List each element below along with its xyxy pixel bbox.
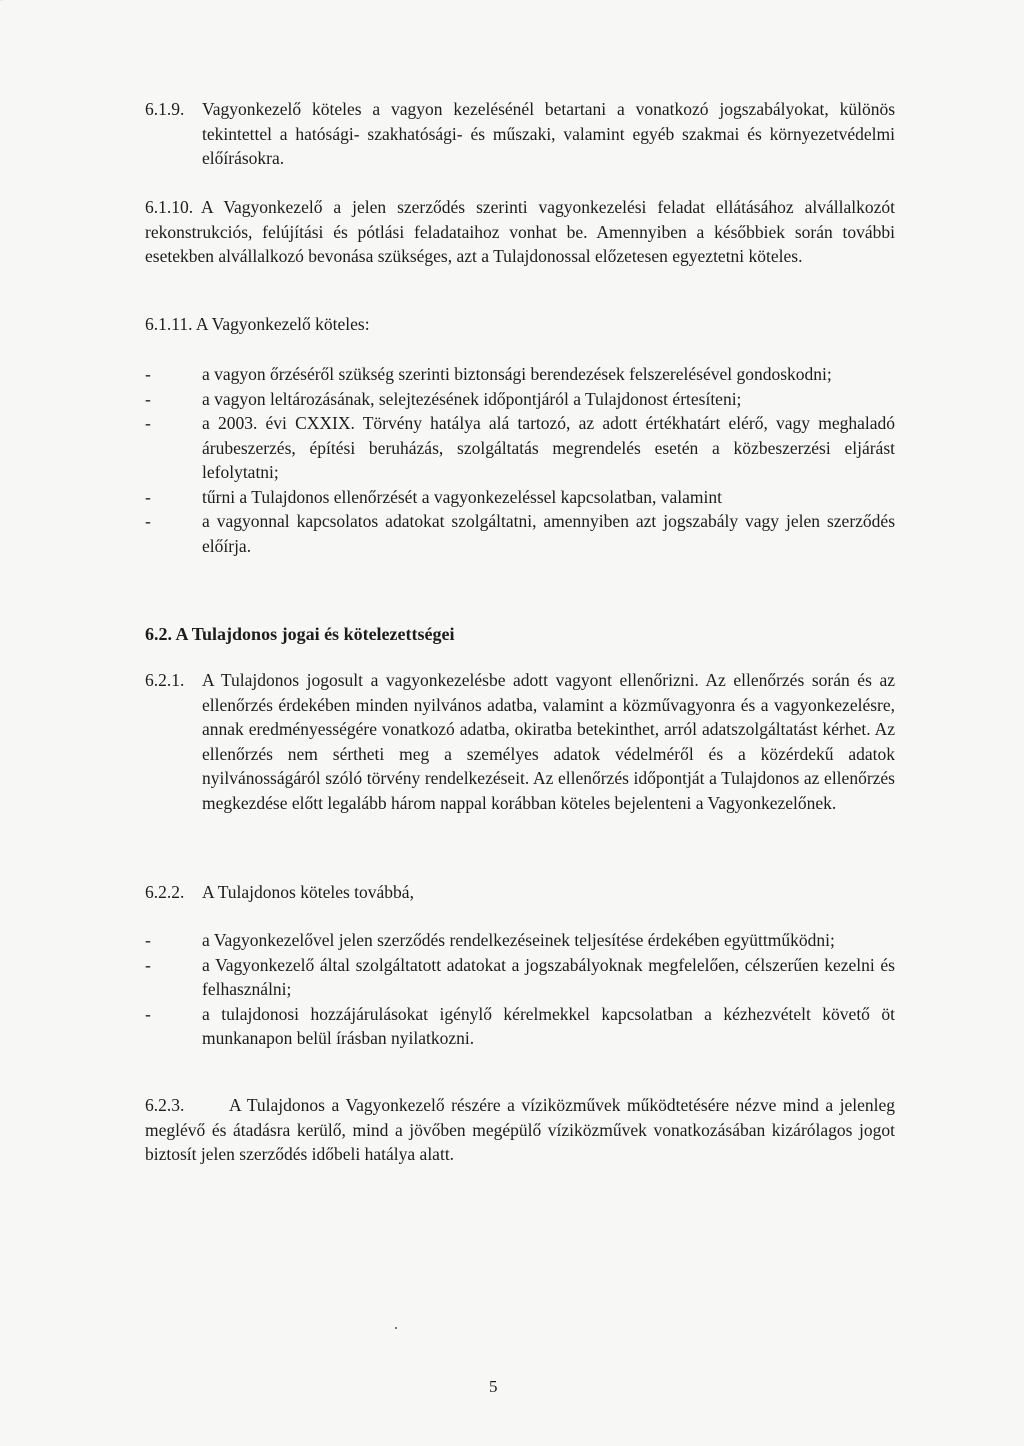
owner-obligations-list <box>145 928 895 1051</box>
section-text <box>145 1093 895 1167</box>
section-6-1-11-header <box>145 312 895 337</box>
section-number: 6.2.2. <box>145 882 185 902</box>
section-number: 6.1.11. <box>145 314 193 334</box>
section-number: 6.1.9. <box>145 99 185 119</box>
section-body: A Vagyonkezelő a jelen szerződés szerinti vagyonkezelési feladat ellátásához alvállalkozót rekonstrukciós, felújítási és pótlási feladataihoz vonhat be. Amennyiben a későbbiek során további esetekben alvállalkozó bevonása szükséges, azt a Tulajdonossal előzetesen egyeztetni köteles. <box>145 197 895 266</box>
dash-bullet: - <box>145 364 151 384</box>
scan-artifact <box>0 0 157 1</box>
list-item-text: a vagyon leltározásának, selejtezésének időpontjáról a Tulajdonost értesíteni; <box>202 388 742 409</box>
list-item-text: a Vagyonkezelő által szolgáltatott adatokat a jogszabályoknak megfelelően, célszerűen kezelni és felhasználni; <box>202 954 895 999</box>
list-item <box>145 509 895 558</box>
obligations-list <box>145 362 895 558</box>
section-number: 6.2.1. <box>145 670 185 690</box>
scan-speck <box>395 1327 397 1329</box>
dash-bullet: - <box>145 954 151 975</box>
list-item <box>145 387 895 412</box>
list-item <box>145 1002 895 1051</box>
list-item-text: a vagyonnal kapcsolatos adatokat szolgáltatni, amennyiben azt jogszabály vagy jelen szerződés előírja. <box>202 511 895 556</box>
section-6-2-3 <box>145 1093 895 1167</box>
list-item-text: a vagyon őrzéséről szükség szerinti biztonsági berendezések felszerelésével gondoskodni; <box>202 364 832 384</box>
section-intro: A Vagyonkezelő köteles: <box>195 314 370 334</box>
dash-bullet: - <box>145 930 151 950</box>
list-item <box>145 928 895 953</box>
list-item-text: tűrni a Tulajdonos ellenőrzését a vagyonkezeléssel kapcsolatban, valamint <box>202 486 722 507</box>
dash-bullet: - <box>145 413 151 433</box>
list-item <box>145 953 895 1002</box>
dash-bullet: - <box>145 388 151 409</box>
dash-bullet: - <box>145 486 151 507</box>
section-number: 6.2.3. <box>145 1095 185 1115</box>
section-6-1-10 <box>145 195 895 269</box>
dash-bullet: - <box>145 511 151 531</box>
section-6-2-1 <box>145 668 895 815</box>
list-item <box>145 485 895 510</box>
list-item-text: a 2003. évi CXXIX. Törvény hatálya alá tartozó, az adott értékhatárt elérő, vagy meghaladó árubeszerzés, építési beruházás, szolgáltatás megrendelés esetén a közbeszerzési eljárást lefolytatni; <box>202 413 895 482</box>
section-number: 6.1.10. <box>145 197 194 217</box>
section-body: A Tulajdonos a Vagyonkezelő részére a víziközművek működtetésére nézve mind a jelenleg meglévő és átadásra kerülő, mind a jövőben megépülő víziközművek vonatkozásában kizárólagos jogot biztosít jelen szerződés időbeli hatálya alatt. <box>145 1095 895 1164</box>
dash-bullet: - <box>145 1003 151 1024</box>
list-item-text: a tulajdonosi hozzájárulásokat igénylő kérelmekkel kapcsolatban a kézhezvételt követő öt munkanapon belül írásban nyilatkozni. <box>202 1003 895 1048</box>
list-item <box>145 411 895 485</box>
section-text <box>145 195 895 269</box>
section-6-2-2-header <box>145 880 895 905</box>
page-number: 5 <box>489 1377 498 1396</box>
list-item <box>145 362 895 387</box>
section-intro: A Tulajdonos köteles továbbá, <box>202 882 414 902</box>
section-6-2-heading: 6.2. A Tulajdonos jogai és kötelezettségei <box>145 624 455 644</box>
section-text: Vagyonkezelő köteles a vagyon kezelésénél betartani a vonatkozó jogszabályokat, különös tekintettel a hatósági- szakhatósági- és műszaki, valamint egyéb szakmai és környezetvédelmi előírásokra. <box>202 99 895 168</box>
section-6-1-9 <box>145 97 895 171</box>
section-text: A Tulajdonos jogosult a vagyonkezelésbe adott vagyont ellenőrizni. Az ellenőrzés során és az ellenőrzés érdekében minden nyilvános adatba, valamint a közművagyonra és a vagyonkezelésre, annak eredményességére vonatkozó adatba, okiratba betekinthet, arról adatszolgáltatást kérhet. Az ellenőrzés nem sértheti meg a személyes adatok védelméről és a közérdekű adatok nyilvánosságáról szóló törvény rendelkezéseit. Az ellenőrzés időpontját a Tulajdonos az ellenőrzés megkezdése előtt legalább három nappal korábban köteles bejelenteni a Vagyonkezelőnek. <box>202 670 895 813</box>
list-item-text: a Vagyonkezelővel jelen szerződés rendelkezéseinek teljesítése érdekében együttműködni; <box>202 930 835 950</box>
